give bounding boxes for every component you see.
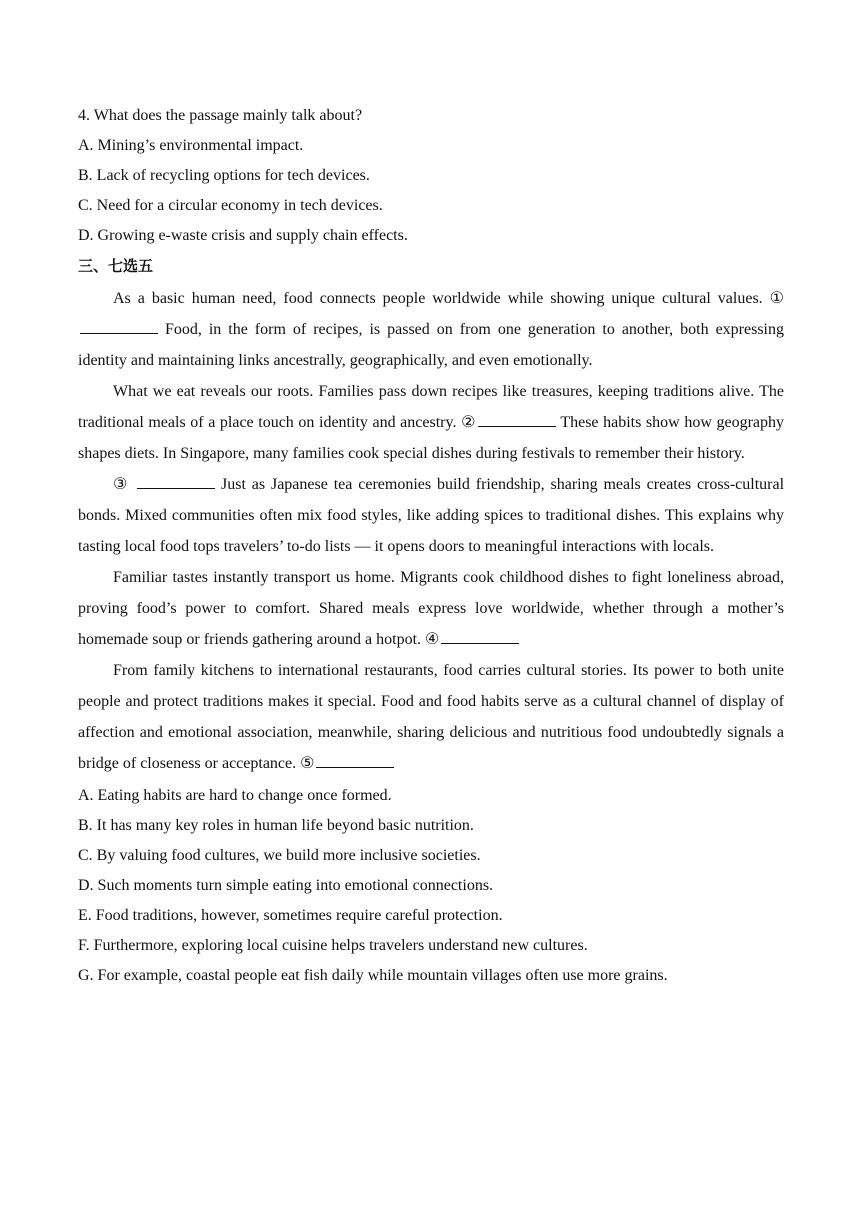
passage-paragraph-1 — [78, 283, 784, 376]
blank-1-marker: ① — [769, 290, 784, 307]
question-4-option-a: A. Mining’s environmental impact. — [78, 137, 304, 154]
blank-4 — [441, 629, 519, 644]
choice-f: F. Furthermore, exploring local cuisine helps travelers understand new cultures. — [78, 937, 588, 954]
question-4-option-d: D. Growing e-waste crisis and supply chain effects. — [78, 227, 408, 244]
blank-2-marker: ② — [461, 414, 477, 431]
question-4 — [78, 101, 784, 251]
paragraph-4-text-a: Familiar tastes instantly transport us home. Migrants cook childhood dishes to fight loneliness abroad, proving food’s power to comfort. Shared meals express love worldwide, whether through a mother’s homemade soup or friends gathering around a hotpot. — [78, 569, 784, 648]
blank-1 — [80, 319, 158, 334]
passage-paragraph-2 — [78, 376, 784, 469]
blank-3 — [137, 474, 215, 489]
passage — [78, 283, 784, 779]
choice-e: E. Food traditions, however, sometimes require careful protection. — [78, 907, 503, 924]
question-4-stem: 4. What does the passage mainly talk about? — [78, 107, 363, 124]
blank-4-marker: ④ — [425, 631, 440, 648]
paragraph-1-text-a: As a basic human need, food connects people worldwide while showing unique cultural values. — [113, 290, 770, 307]
choice-d: D. Such moments turn simple eating into emotional connections. — [78, 877, 494, 894]
document-page — [78, 101, 784, 991]
blank-2 — [478, 412, 556, 427]
choice-b: B. It has many key roles in human life beyond basic nutrition. — [78, 817, 474, 834]
blank-5-marker: ⑤ — [300, 755, 315, 772]
paragraph-3-text-b: Just as Japanese tea ceremonies build friendship, sharing meals creates cross-cultural bonds. Mixed communities often mix food styles, like adding spices to traditional dishes. This explains why tasting local food tops travelers’ to-do lists — it opens doors to meaningful interactions with locals. — [78, 476, 785, 555]
section-title: 三、七选五 — [78, 257, 154, 275]
choice-g: G. For example, coastal people eat fish daily while mountain villages often use more grains. — [78, 967, 668, 984]
blank-3-marker: ③ — [113, 476, 130, 493]
choice-list — [78, 781, 784, 991]
question-4-option-c: C. Need for a circular economy in tech devices. — [78, 197, 383, 214]
question-4-option-b: B. Lack of recycling options for tech devices. — [78, 167, 370, 184]
blank-5 — [316, 753, 394, 768]
choice-a: A. Eating habits are hard to change once formed. — [78, 787, 392, 804]
passage-paragraph-5 — [78, 655, 784, 779]
paragraph-5-text-a: From family kitchens to international restaurants, food carries cultural stories. Its power to both unite people and protect traditions makes it special. Food and food habits serve as a cultural channel of display of affection and emotional association, meanwhile, sharing delicious and nutritious food undoubtedly signals a bridge of closeness or acceptance. — [78, 662, 784, 772]
choice-c: C. By valuing food cultures, we build more inclusive societies. — [78, 847, 481, 864]
passage-paragraph-4 — [78, 562, 784, 655]
paragraph-2-text-a: What we eat reveals our roots. Families pass down recipes like treasures, keeping traditions alive. The traditional meals of a place touch on identity and ancestry. — [78, 383, 784, 431]
passage-paragraph-3 — [78, 469, 784, 562]
paragraph-1-text-b: Food, in the form of recipes, is passed on from one generation to another, both expressing identity and maintaining links ancestrally, geographically, and even emotionally. — [78, 321, 784, 369]
paragraph-2-text-b: These habits show how geography shapes diets. In Singapore, many families cook special dishes during festivals to remember their history. — [78, 414, 785, 462]
